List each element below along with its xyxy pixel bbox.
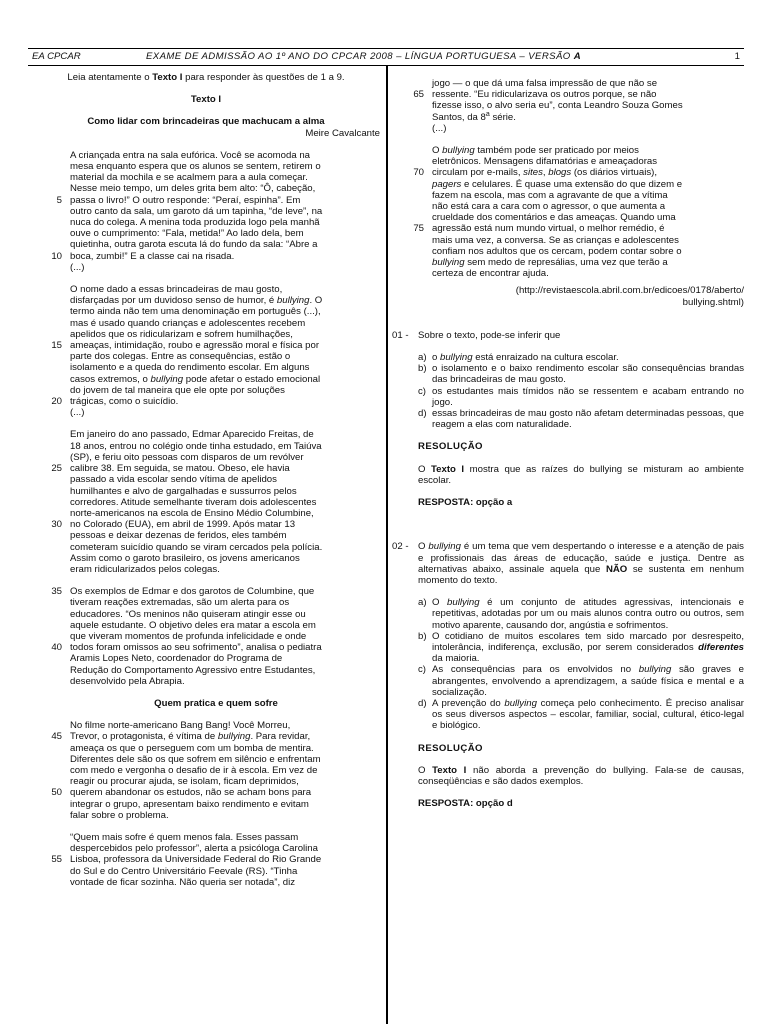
header-exam-title: EXAME DE ADMISSÃO AO 1º ANO DO CPCAR 2008 – LÍNGUA PORTUGUESA – VERSÃO A bbox=[146, 51, 582, 62]
line-number: 75 bbox=[413, 223, 424, 235]
option-c: c) os estudantes mais tímidos não se ressentem e acabam entrando no jogo. bbox=[418, 385, 744, 408]
paragraph-2: 15 20 O nome dado a essas brincadeiras de mau gosto, disfarçadas por um duvidoso senso de humor, é bullying. O termo ainda não tem uma denominação em português (...), mas é usado quando crianças e adolescentes recebem apelidos que os ridicularizam e sofrem humilhações, ameaças, intimidação, roubo e agressão moral e física por parte dos colegas. Entre as consequências, estão o isolamento e a queda do rendimento escolar. Em alguns casos extremos, o bullying pode afetar o estado emocional do jovem de tal maneira que ele opte por soluções trágicas, como o suicídio. (...) bbox=[30, 284, 382, 418]
question-number: 01 - bbox=[392, 329, 409, 341]
line-number: 30 bbox=[51, 519, 62, 531]
paragraph-5: 45 50 No filme norte-americano Bang Bang! Você Morreu, Trevor, o protagonista, é vítima de bullying. Para revidar, ameaça os que o perseguem com um bomba de mentira. Diferentes dele são os que sofrem em silêncio e enfrentam com medo e vergonha o desafio de ir à escola. Em vez de reagir ou procurar ajuda, se isolam, ficam deprimidos, querem abandonar os estudos, não se acham bons para integrar o grupo, apresentam baixo rendimento e evitam falar sobre o problema. bbox=[30, 720, 382, 821]
line-number: 70 bbox=[413, 167, 424, 179]
option-d: d) A prevenção do bullying começa pelo conhecimento. É preciso analisar os seus diversos aspectos – escolar, familiar, social, cultural, ético-legal e biológico. bbox=[418, 697, 745, 732]
paragraph-4: 35 40 Os exemplos de Edmar e dos garotos de Columbine, que tiveram reações extremadas, são um alerta para os educadores. “Os meninos não quiseram atingir esse ou aquele estudante. O objetivo deles era matar a escola em que viveram momentos de profunda infelicidade e onde todos foram omissos ao seu sofrimento”, analisa o pediatra Aramis Lopes Neto, coordenador do Programa de Redução do Comportamento Agressivo entre Estudantes, desenvolvido pela Abrapia. bbox=[30, 586, 382, 687]
reading-instruction: Leia atentamente o Texto I para responder às questões de 1 a 9. bbox=[67, 72, 345, 83]
line-number: 55 bbox=[51, 854, 62, 866]
question-1-options bbox=[392, 352, 744, 430]
question-2-options bbox=[392, 597, 744, 731]
section-subtitle: Quem pratica e quem sofre bbox=[154, 697, 278, 709]
answer: RESPOSTA: opção a bbox=[418, 497, 513, 509]
line-number: 20 bbox=[51, 396, 62, 408]
question-number: 02 - bbox=[392, 541, 409, 553]
header-page-number: 1 bbox=[734, 51, 740, 62]
right-column bbox=[392, 78, 744, 809]
paragraph-3: 25 30 Em janeiro do ano passado, Edmar Aparecido Freitas, de 18 anos, entrou no colégio onde tinha estudado, em Taiúva (SP), e feriu oito pessoas com disparos de um revólver calibre 38. Em seguida, se matou. Obeso, ele havia passado a vida escolar sendo vítima de apelidos humilhantes e alvo de gargalhadas e sussurros pelos corredores. Atitude semelhante tiveram dois adolescentes norte-americanos na escola de Ensino Médio Columbine, no Colorado (EUA), em abril de 1999. Após matar 13 pessoas e deixar dezenas de feridos, eles também cometeram suicídio quando se viram cercados pela polícia. Assim como o garoto brasileiro, os jovens americanos eram ridicularizados pelos colegas. bbox=[30, 429, 382, 575]
resolution-label: RESOLUÇÃO bbox=[418, 742, 483, 754]
article-title: Como lidar com brincadeiras que machucam a alma bbox=[87, 116, 325, 128]
line-number: 35 bbox=[51, 586, 62, 598]
option-a: a) O bullying é um conjunto de atitudes agressivas, intencionais e repetitivas, adotadas por um ou mais alunos contra outro ou outros, sem motivo aparente, causando dor, angústia e sofrimentos. bbox=[418, 597, 744, 631]
line-number: 45 bbox=[51, 731, 62, 743]
paragraph-6: 55 “Quem mais sofre é quem menos fala. Esses passam despercebidos pelo professor”, alerta a psicóloga Carolina Lisboa, professora da Universidade Federal do Rio Grande do Sul e do Centro Universitário Feevale (RS). “Tinha vontade de ficar sozinha. Não queria ser notada”, diz bbox=[30, 832, 382, 888]
question-2: 02 - O bullying é um tema que vem despertando o interesse e a atenção de pais e profissionais das áreas de educação, saúde e justiça. Dentre as alternativas abaixo, assinale aquela que NÃO se sustenta em nenhum momento do texto. bbox=[392, 541, 744, 586]
paragraph-continued: 65 jogo — o que dá uma falsa impressão de que não se ressente. “Eu ridicularizava os outros porque, se não fizesse isso, o alvo seria eu”, conta Leandro Souza Gomes Santos, da 8$^a$ série. (...) bbox=[392, 78, 744, 134]
source-citation: (http://revistaescola.abril.com.br/edicoes/0178/aberto/ bullying.shtml) bbox=[515, 285, 744, 308]
line-number: 65 bbox=[413, 89, 424, 101]
answer: RESPOSTA: opção d bbox=[418, 798, 513, 810]
option-d: d) essas brincadeiras de mau gosto não afetam determinadas pessoas, que reagem a elas com naturalidade. bbox=[418, 408, 744, 431]
line-number: 40 bbox=[51, 642, 62, 654]
line-number: 15 bbox=[51, 340, 62, 352]
left-column bbox=[30, 72, 382, 888]
header-version: A bbox=[573, 51, 582, 62]
column-divider bbox=[386, 66, 388, 1024]
line-number: 5 bbox=[56, 194, 62, 206]
option-a: a) o bullying está enraizado na cultura escolar. bbox=[418, 352, 619, 364]
resolution-label: RESOLUÇÃO bbox=[418, 441, 483, 453]
option-b: b) o isolamento e o baixo rendimento escolar são consequências brandas das brincadeiras de mau gosto. bbox=[418, 363, 744, 386]
line-number: 10 bbox=[51, 250, 62, 262]
article-author: Meire Cavalcante bbox=[305, 127, 380, 139]
question-1: 01 - Sobre o texto, pode-se inferir que bbox=[392, 329, 561, 341]
line-number: 25 bbox=[51, 463, 62, 475]
line-number: 50 bbox=[51, 787, 62, 799]
option-c: c) As consequências para os envolvidos no bullying são graves e abrangentes, envolvendo a aprendizagem, a saúde física e mental e a socialização. bbox=[418, 664, 744, 698]
paragraph-1: 5 10 A criançada entra na sala eufórica. Você se acomoda na mesa enquanto espera que os alunos se sentem, retirem o material da mochila e se acalmem para a aula começar. Nesse meio tempo, um deles grita bem alto: “Ô, cabeção, passa o livro!” O outro responde: “Peraí, espinha”. Em outro canto da sala, um garoto dá um tapinha, “de leve”, na nuca do colega. A menina toda produzida logo pela manhã ouve o cumprimento: “Fala, metida!” Ao lado dela, bem quietinha, outra garota escuta lá do fundo da sala: “Abre a boca, zumbi!” E a classe cai na risada. (...) bbox=[30, 150, 382, 273]
text-label: Texto I bbox=[190, 94, 222, 106]
page-header bbox=[28, 48, 744, 66]
header-institution: EA CPCAR bbox=[32, 51, 81, 62]
resolution-text: O Texto I não aborda a prevenção do bullying. Fala-se de causas, conseqüências e são dados exemplos. bbox=[418, 764, 744, 787]
option-b: b) O cotidiano de muitos escolares tem sido marcado por desrespeito, intolerância, indiferença, exclusão, por serem considerados diferentes da maioria. bbox=[418, 630, 744, 665]
paragraph-electronic-bullying: 70 75 O bullying também pode ser praticado por meios eletrônicos. Mensagens difamatórias e ameaçadoras circulam por e-mails, sites, blogs (os diários virtuais), pagers e celulares. É quase uma extensão do que dizem e fazem na escola, mas com a agravante de que a vítima não está cara a cara com o agressor, o que aumenta a crueldade dos comentários e das ameaças. Quando uma agressão está num mundo virtual, o melhor remédio, é mais uma vez, a conversa. Se as crianças e adolescentes confiam nos adultos que os cercam, podem contar sobre o bullying sem medo de represálias, uma vez que terão a certeza de encontrar ajuda. bbox=[392, 145, 744, 279]
resolution-text: O Texto I mostra que as raízes do bullying se misturam ao ambiente escolar. bbox=[418, 463, 744, 486]
